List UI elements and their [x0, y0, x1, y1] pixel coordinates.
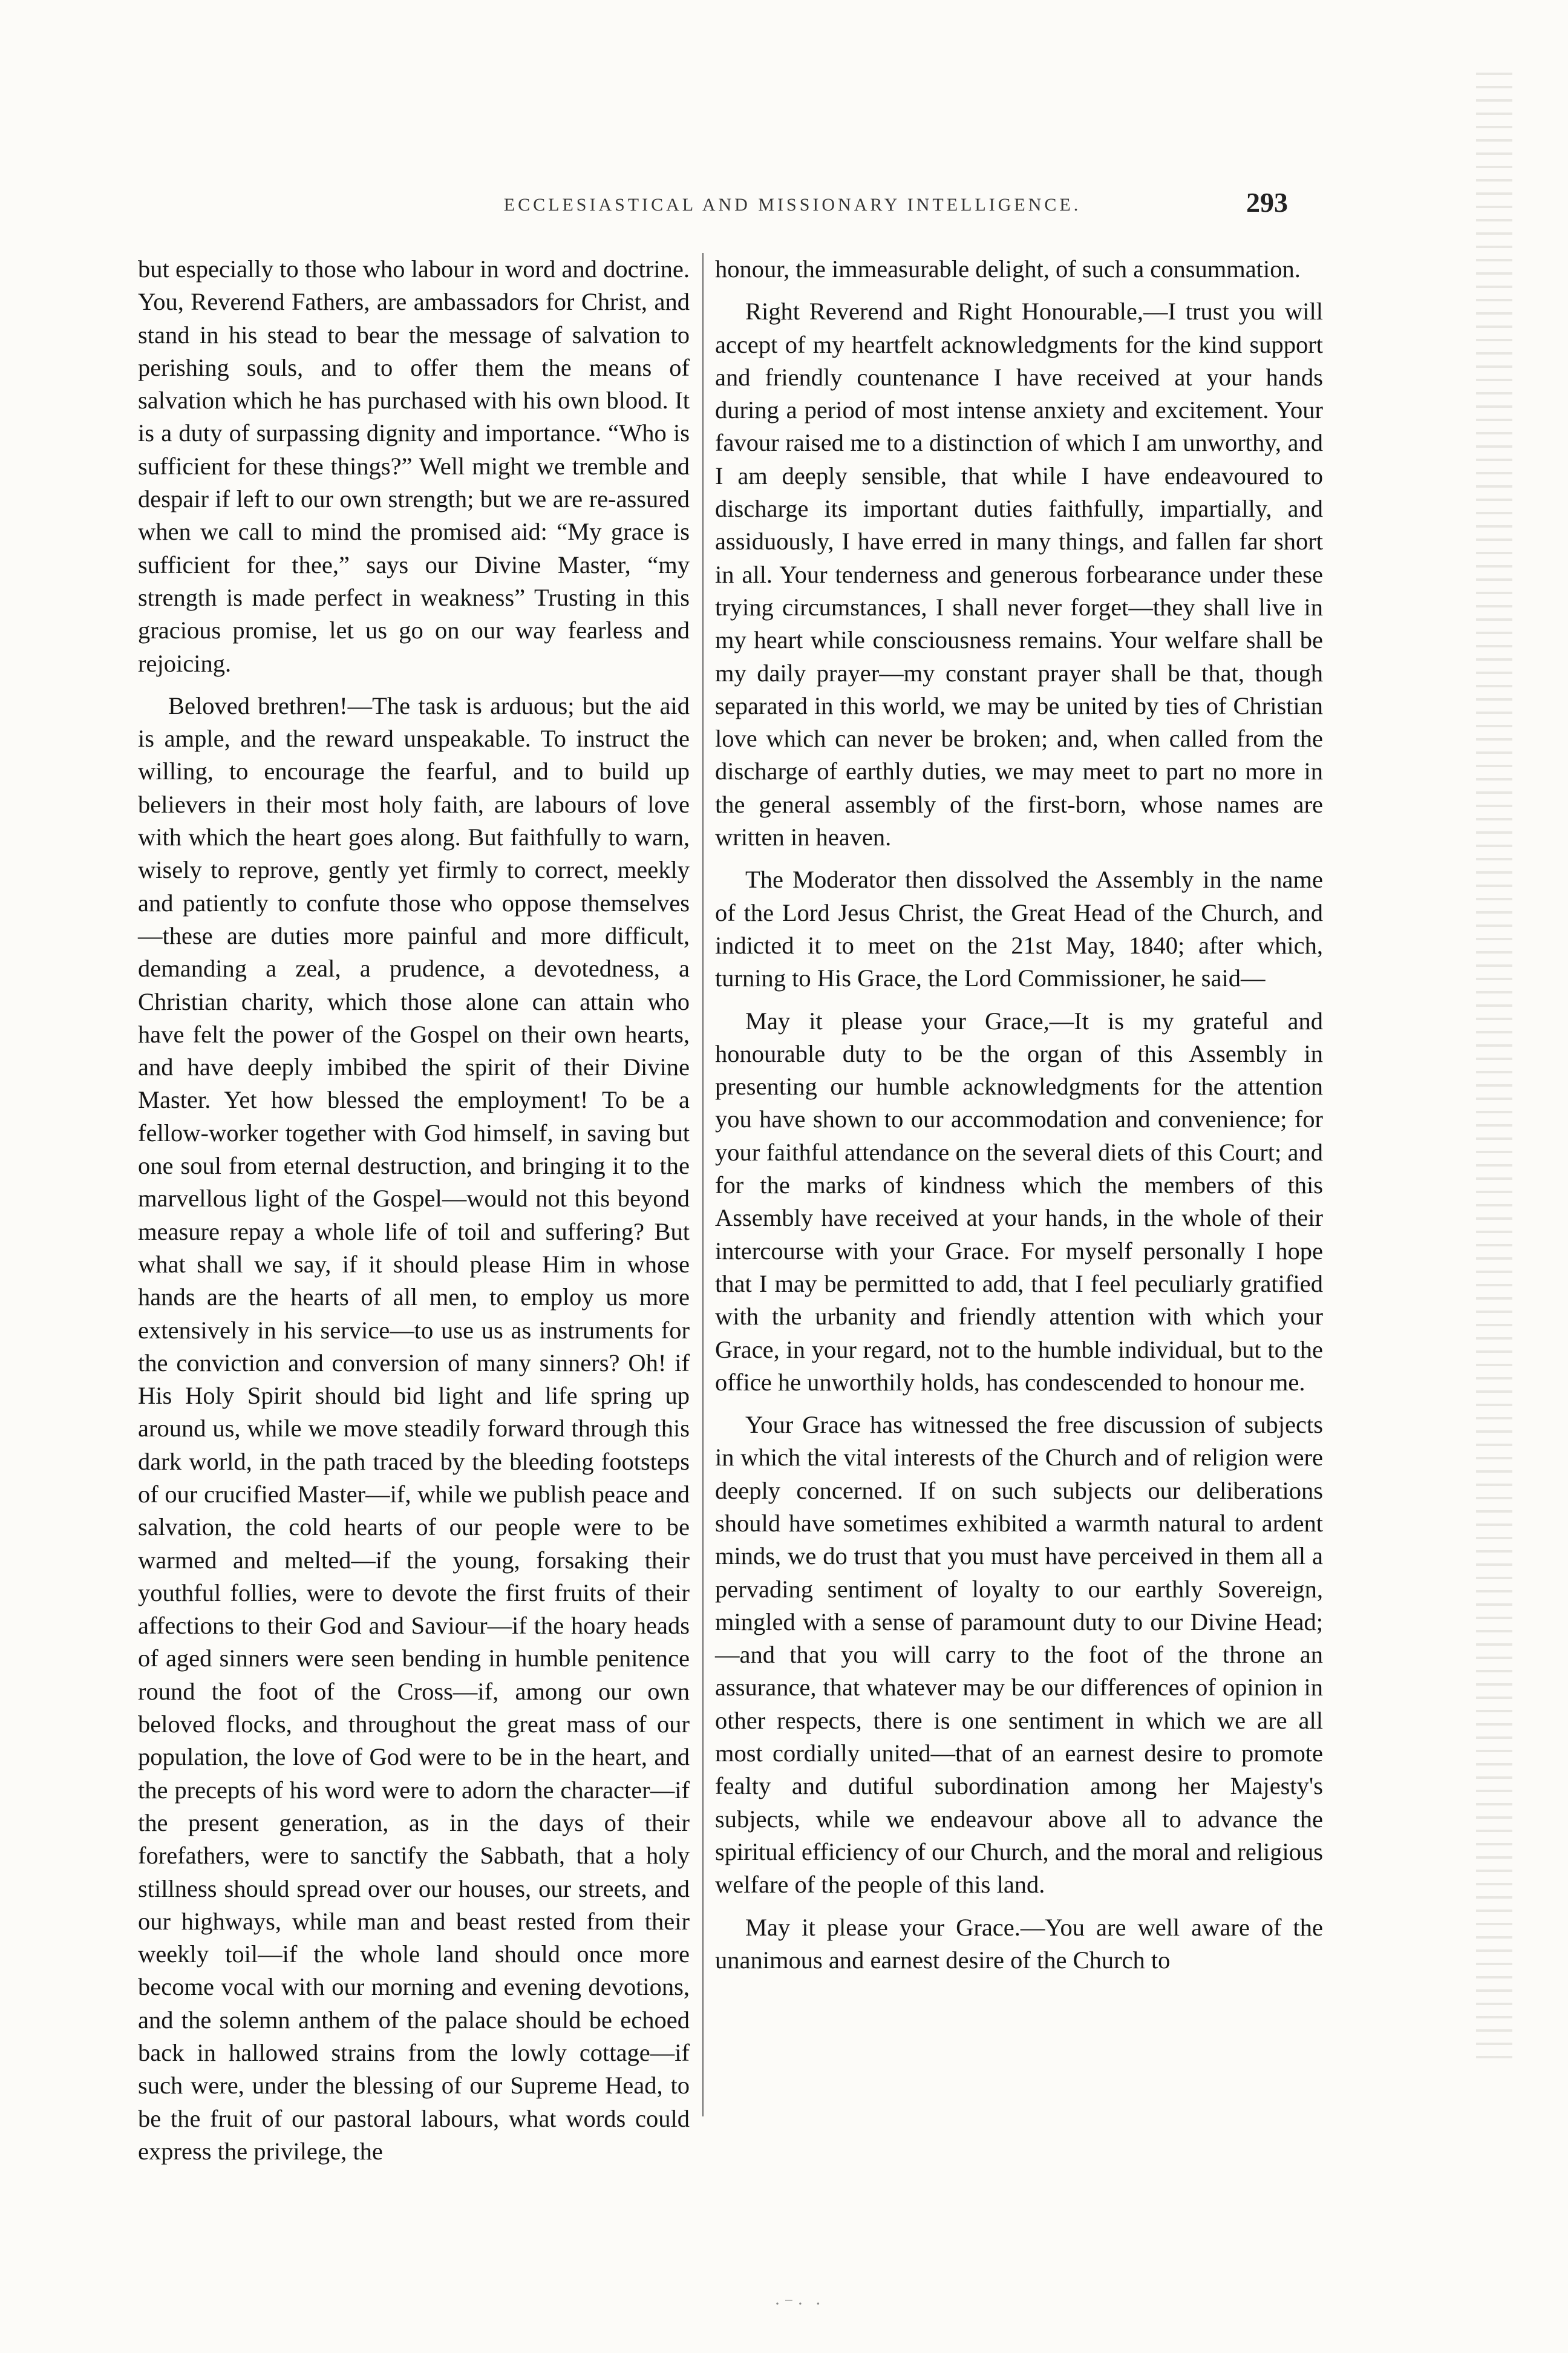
running-title: ECCLESIASTICAL AND MISSIONARY INTELLIGENCE.: [503, 195, 1082, 215]
paragraph: Your Grace has witnessed the free discussion of subjects in which the vital interests of the Church and of religion were deeply concerned. If on such subjects our deliberations should have sometimes exhibited a warmth natural to ardent minds, we do trust that you must have perceived in them all a pervading sentiment of loyalty to our earthly Sovereign, mingled with a sense of paramount duty to our Divine Head;—and that you will carry to the foot of the throne an assurance, that whatever may be our differences of opinion in other respects, there is one sentiment in which we are all most cordially united—that of an earnest desire to promote fealty and dutiful subordination among her Majesty's subjects, while we endeavour above all to advance the spiritual efficiency of our Church, and the moral and religious welfare of the people of this land.: [715, 1411, 1323, 1899]
scan-smudge: ·⁻· ·: [774, 2294, 825, 2314]
right-column: [715, 253, 1323, 1977]
paragraph: Beloved brethren!—The task is arduous; but the aid is ample, and the reward unspeakable. To instruct the willing, to encourage the fearful, and to build up believers in their most holy faith, are labours of love with which the heart goes along. But faithfully to warn, wisely to reprove, gently yet firmly to correct, meekly and patiently to confute those who oppose themselves—these are duties more painful and more difficult, demanding a zeal, a prudence, a devotedness, a Christian charity, which those alone can attain who have felt the power of the Gospel on their own hearts, and have deeply imbibed the spirit of their Divine Master. Yet how blessed the employment! To be a fellow-worker together with God himself, in saving but one soul from eternal destruction, and bringing it to the marvellous light of the Gospel—would not this beyond measure repay a whole life of toil and suffering? But what shall we say, if it should please Him in whose hands are the hearts of all men, to employ us more extensively in his service—to use us as instruments for the conviction and conversion of many sinners? Oh! if His Holy Spirit should bid light and life spring up around us, while we move steadily forward through this dark world, in the path traced by the bleeding footsteps of our crucified Master—if, while we publish peace and salvation, the cold hearts of our people were to be warmed and melted—if the young, forsaking their youthful follies, were to devote the first fruits of their affections to their God and Saviour—if the hoary heads of aged sinners were seen bending in humble penitence round the foot of the Cross—if, among our own beloved flocks, and throughout the great mass of our population, the love of God were to be in the heart, and the precepts of his word were to adorn the character—if the present generation, as in the days of their forefathers, were to sanctify the Sabbath, that a holy stillness should spread over our houses, our streets, and our highways, while man and beast rested from their weekly toil—if the whole land should once more become vocal with our morning and evening devotions, and the solemn anthem of the palace should be echoed back in hallowed strains from the lowly cottage—if such were, under the blessing of our Supreme Head, to be the fruit of our pastoral labours, what words could express the privilege, the: [138, 692, 690, 2165]
paragraph: The Moderator then dissolved the Assembly in the name of the Lord Jesus Christ, the Great Head of the Church, and indicted it to meet on the 21st May, 1840; after which, turning to His Grace, the Lord Commissioner, he said—: [715, 866, 1323, 992]
scan-edge-artifact: [1476, 73, 1512, 2069]
paragraph: May it please your Grace,—It is my grateful and honourable duty to be the organ of this Assembly in presenting our humble acknowledgments for the attention you have shown to our accommodation and convenience; for your faithful attendance on the several diets of this Court; and for the marks of kindness which the members of this Assembly have received at your hands, in the whole of their intercourse with your Grace. For myself personally I hope that I may be permitted to add, that I feel peculiarly gratified with the urbanity and friendly attention with which your Grace, in your regard, not to the humble individual, but to the office he unworthily holds, has condescended to honour me.: [715, 1007, 1323, 1396]
left-column: [138, 253, 690, 2168]
paragraph: May it please your Grace.—You are well aware of the unanimous and earnest desire of the Church to: [715, 1913, 1323, 1974]
paragraph: but especially to those who labour in word and doctrine. You, Reverend Fathers, are ambassadors for Christ, and stand in his stead to bear the message of salvation to perishing souls, and to offer them the means of salvation which he has purchased with his own blood. It is a duty of surpassing dignity and importance. “Who is sufficient for these things?” Well might we tremble and despair if left to our own strength; but we are re-assured when we call to mind the promised aid: “My grace is sufficient for thee,” says our Divine Master, “my strength is made perfect in weakness” Trusting in this gracious promise, let us go on our way fearless and rejoicing.: [138, 255, 690, 677]
page-number: 293: [1246, 187, 1288, 218]
paragraph: Right Reverend and Right Honourable,—I trust you will accept of my heartfelt acknowledgments for the kind support and friendly countenance I have received at your hands during a period of most intense anxiety and excitement. Your favour raised me to a distinction of which I am unworthy, and I am deeply sensible, that while I have endeavoured to discharge its important duties faithfully, impartially, and assiduously, I have erred in many things, and fallen far short in all. Your tenderness and generous forbearance under these trying circumstances, I shall never forget—they shall live in my heart while consciousness remains. Your welfare shall be my daily prayer—my constant prayer shall be that, though separated in this world, we may be united by ties of Christian love which can never be broken; and, when called from the discharge of earthly duties, we may meet to part no more in the general assembly of the first-born, whose names are written in heaven.: [715, 298, 1323, 851]
paragraph: honour, the immeasurable delight, of such a consummation.: [715, 255, 1301, 283]
column-divider: [702, 253, 704, 2116]
